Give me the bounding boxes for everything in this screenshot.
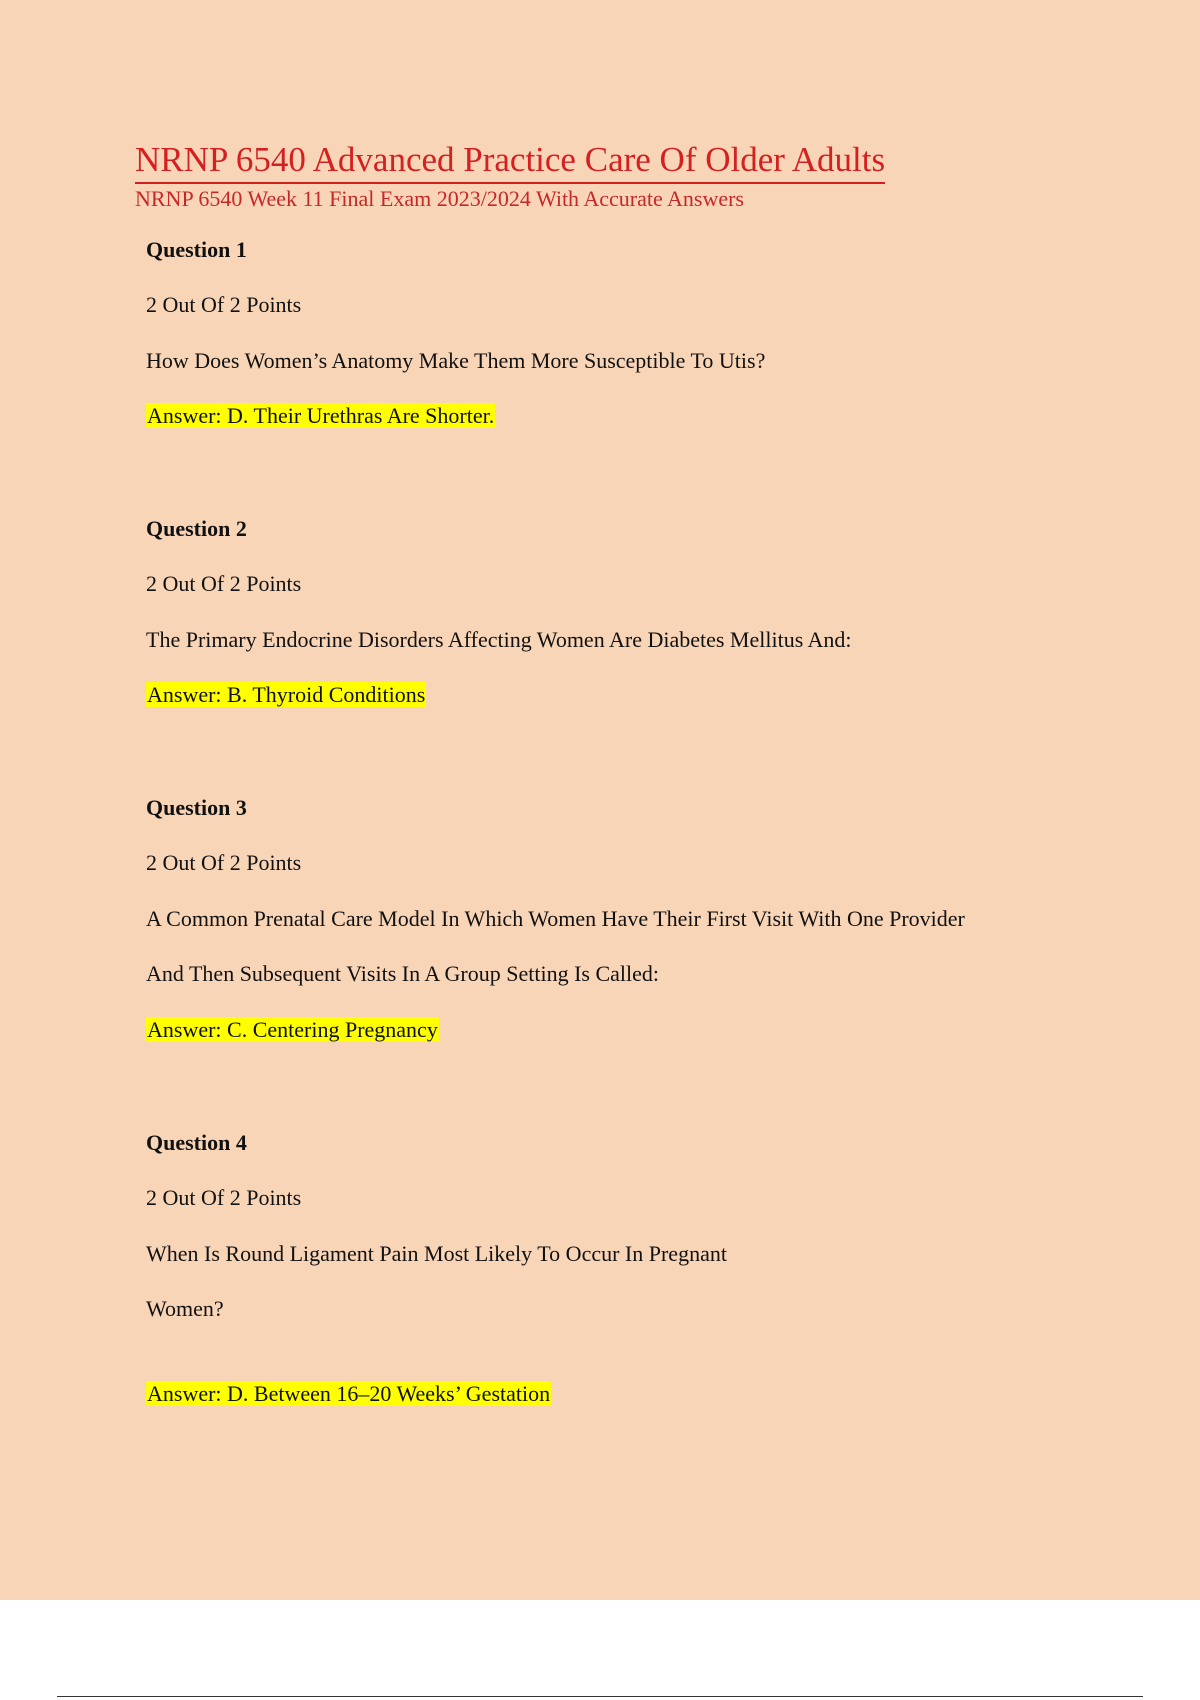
answer-line	[146, 680, 1146, 710]
answer-highlight: Answer: B. Thyroid Conditions	[147, 682, 426, 707]
question-block	[146, 235, 1146, 431]
question-text: And Then Subsequent Visits In A Group Setting Is Called:	[146, 961, 660, 986]
question-text: When Is Round Ligament Pain Most Likely To Occur In Pregnant	[146, 1241, 727, 1266]
question-block	[146, 514, 1146, 710]
document-header	[135, 138, 1135, 213]
answer-line	[146, 1015, 1146, 1045]
question-points: 2 Out Of 2 Points	[146, 850, 302, 875]
question-points: 2 Out Of 2 Points	[146, 292, 302, 317]
question-points: 2 Out Of 2 Points	[146, 1185, 302, 1210]
answer-line	[146, 401, 1146, 431]
question-block	[146, 793, 1146, 1045]
question-text: A Common Prenatal Care Model In Which Women Have Their First Visit With One Provider	[146, 906, 965, 931]
answer-line	[146, 1379, 1146, 1409]
answer-highlight: Answer: C. Centering Pregnancy	[147, 1017, 438, 1042]
question-block	[146, 1128, 1146, 1409]
question-text: The Primary Endocrine Disorders Affecting Women Are Diabetes Mellitus And:	[146, 627, 852, 652]
question-text: Women?	[146, 1296, 224, 1321]
question-heading: Question 1	[146, 237, 247, 262]
answer-highlight: Answer: D. Their Urethras Are Shorter.	[147, 403, 495, 428]
question-heading: Question 4	[146, 1130, 247, 1155]
question-points: 2 Out Of 2 Points	[146, 571, 302, 596]
document-subtitle: NRNP 6540 Week 11 Final Exam 2023/2024 With Accurate Answers	[135, 186, 744, 211]
footer-divider	[57, 1696, 1143, 1697]
answer-highlight: Answer: D. Between 16–20 Weeks’ Gestation	[147, 1381, 551, 1406]
question-text: How Does Women’s Anatomy Make Them More Susceptible To Utis?	[146, 348, 766, 373]
document-title: NRNP 6540 Advanced Practice Care Of Older Adults	[135, 138, 885, 184]
question-heading: Question 3	[146, 795, 247, 820]
question-heading: Question 2	[146, 516, 247, 541]
